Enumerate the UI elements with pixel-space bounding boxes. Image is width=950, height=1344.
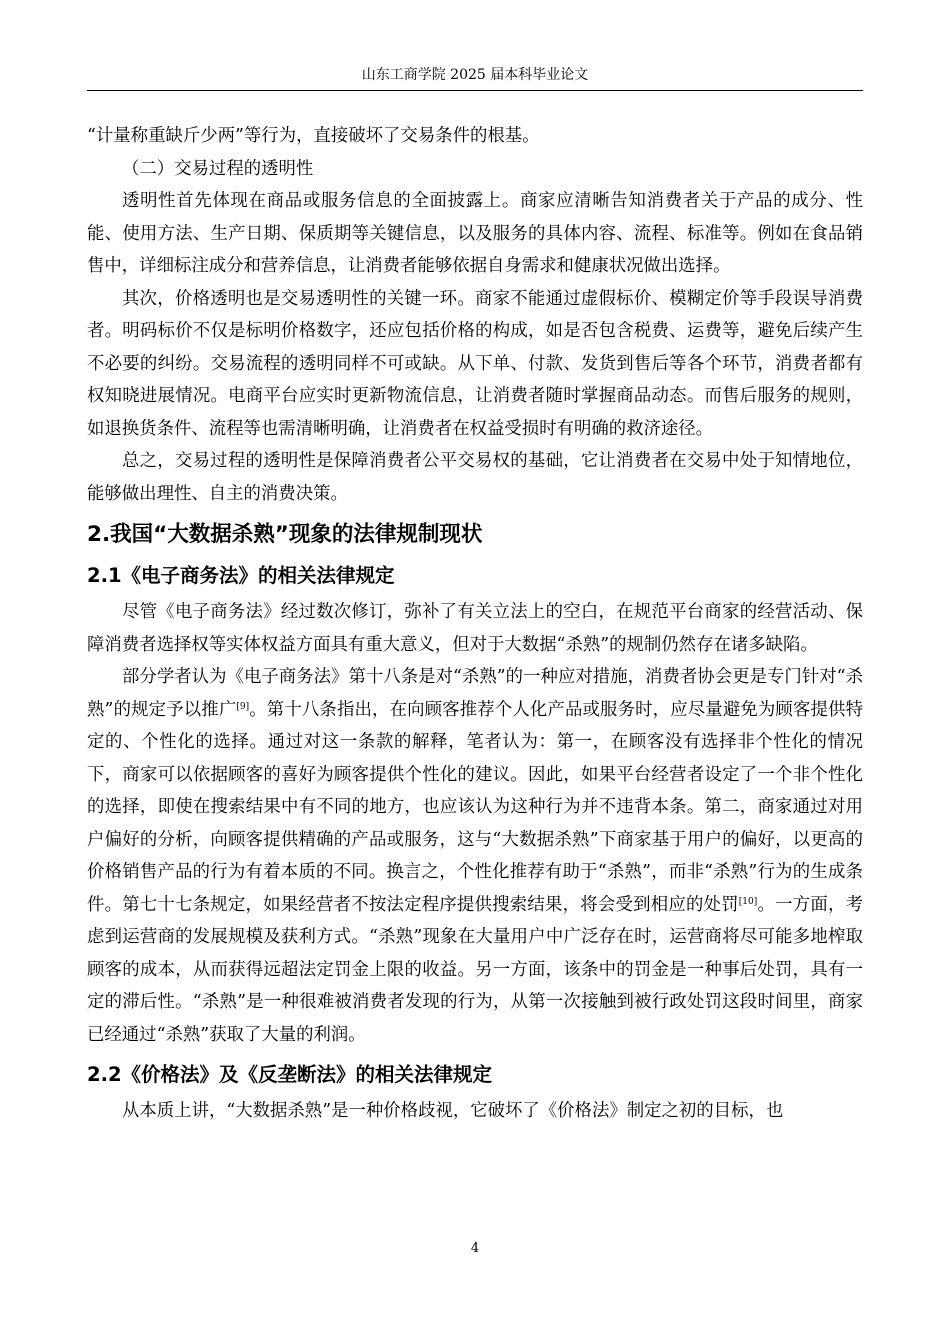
- paragraph: 从本质上讲，“大数据杀熟”是一种价格歧视，它破坏了《价格法》制定之初的目标，也: [122, 1101, 784, 1121]
- paragraph-text: 部分学者认为《电子商务法》第十八条是对“杀熟”的一种应对措施，消费者协会更是专门针对“杀熟”的规定予以推广: [87, 667, 863, 720]
- paragraph: 总之，交易过程的透明性是保障消费者公平交易权的基础，它让消费者在交易中处于知情地位，能够做出理性、自主的消费决策。: [87, 451, 863, 504]
- paragraph: 其次，价格透明也是交易透明性的关键一环。商家不能通过虚假标价、模糊定价等手段误导消费者。明码标价不仅是标明价格数字，还应包括价格的构成，如是否包含税费、运费等，避免后续产生不必要的纠纷。交易流程的透明同样不可或缺。从下单、付款、发货到售后等各个环节，消费者都有权知晓进展情况。电商平台应实时更新物流信息，让消费者随时掌握商品动态。而售后服务的规则，如退换货条件、流程等也需清晰明确，让消费者在权益受损时有明确的救济途径。: [87, 288, 863, 439]
- subsection-heading: 2.1《电子商务法》的相关法律规定: [87, 564, 395, 587]
- paragraph: 透明性首先体现在商品或服务信息的全面披露上。商家应清晰告知消费者关于产品的成分、性能、使用方法、生产日期、保质期等关键信息，以及服务的具体内容、流程、标准等。例如在食品销售中，详细标注成分和营养信息，让消费者能够依据自身需求和健康状况做出选择。: [87, 191, 863, 276]
- section-heading: 2.我国“大数据杀熟”现象的法律规制现状: [87, 522, 483, 547]
- page-content: [87, 120, 863, 1128]
- page-number: 4: [470, 1241, 480, 1256]
- paragraph: [87, 661, 863, 1051]
- page-header: [87, 66, 863, 91]
- subsection-heading: （二）交易过程的透明性: [122, 158, 314, 179]
- paragraph: 尽管《电子商务法》经过数次修订，弥补了有关立法上的空白，在规范平台商家的经营活动、保障消费者选择权等实体权益方面具有重大意义，但对于大数据“杀熟”的规制仍然存在诸多缺陷。: [87, 602, 863, 655]
- paragraph-text: 。一方面，考虑到运营商的发展规模及获利方式。“杀熟”现象在大量用户中广泛存在时，运营商将尽可能多地榨取顾客的成本，从而获得远超法定罚金上限的收益。另一方面，该条中的罚金是一种事后处罚，具有一定的滞后性。“杀熟”是一种很难被消费者发现的行为，从第一次接触到被行政处罚这段时间里，商家已经通过“杀熟”获取了大量的利润。: [87, 894, 863, 1045]
- header-title: 山东工商学院 2025 届本科毕业论文: [361, 67, 589, 83]
- subsection-heading: 2.2《价格法》及《反垄断法》的相关法律规定: [87, 1063, 493, 1086]
- paragraph: “计量称重缺斤少两”等行为，直接破坏了交易条件的根基。: [87, 126, 540, 146]
- citation-10: [10]: [738, 896, 758, 907]
- citation-9: [9]: [236, 701, 250, 712]
- paragraph-text: 。第十八条指出，在向顾客推荐个人化产品或服务时，应尽量避免为顾客提供特定的、个性化的选择。通过对这一条款的解释，笔者认为：第一，在顾客没有选择非个性化的情况下，商家可以依据顾客的喜好为顾客提供个性化的建议。因此，如果平台经营者设定了一个非个性化的选择，即使在搜索结果中有不同的地方，也应该认为这种行为并不违背本条。第二，商家通过对用户偏好的分析，向顾客提供精确的产品或服务，这与“大数据杀熟”下商家基于用户的偏好，以更高的价格销售产品的行为有着本质的不同。换言之，个性化推荐有助于“杀熟”，而非“杀熟”行为的生成条件。第七十七条规定，如果经营者不按法定程序提供搜索结果，将会受到相应的处罚: [87, 699, 863, 915]
